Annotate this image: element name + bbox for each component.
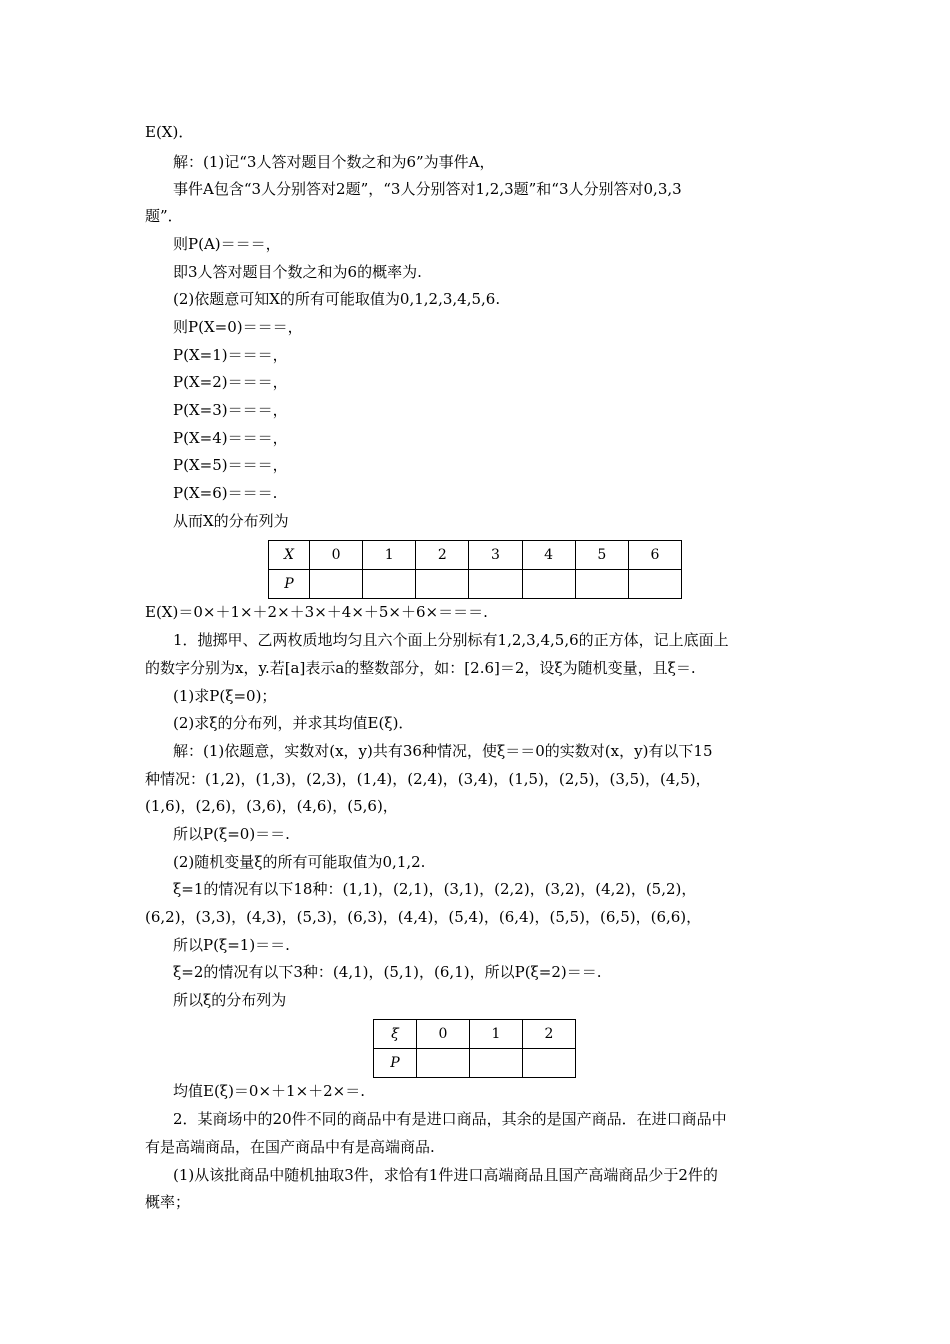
table-cell: 0 [310,541,363,570]
text-line: 种情况：(1,2)，(1,3)，(2,3)，(1,4)，(2,4)，(3,4)，(1,5)，(2,5)，(3,5)，(4,5)， [145,770,711,788]
table-cell [522,570,575,599]
table-row [269,570,682,599]
table-cell [310,570,363,599]
text-line: 解：(1)依题意，实数对(x，y)共有36种情况，使ξ＝＝0的实数对(x，y)有以下15 [173,742,713,760]
text-line: 概率； [145,1193,191,1211]
table-header-cell: P [269,570,310,599]
text-line: (1)求P(ξ=0)； [173,687,277,705]
table-header-cell: P [374,1049,417,1078]
text-line: P(X=1)＝＝＝， [173,346,288,364]
text-line: 所以P(ξ=1)＝＝. [173,936,290,954]
text-line: (1)从该批商品中随机抽取3件，求恰有1件进口高端商品且国产高端商品少于2件的 [173,1166,718,1184]
xi-distribution-table [373,1019,576,1078]
table-cell: 4 [522,541,575,570]
text-line: P(X=3)＝＝＝， [173,401,288,419]
text-line: 从而X的分布列为 [173,512,289,530]
table-cell [417,1049,470,1078]
text-line: P(X=4)＝＝＝， [173,429,288,447]
text-line: (6,2)，(3,3)，(4,3)，(5,3)，(6,3)，(4,4)，(5,4)，(6,4)，(5,5)，(6,5)，(6,6)， [145,908,702,926]
table-cell [416,570,469,599]
text-line: 则P(A)＝＝＝， [173,235,281,253]
text-line: E(X)． [145,123,194,141]
text-line: P(X=5)＝＝＝， [173,456,288,474]
text-line: P(X=6)＝＝＝. [173,484,278,502]
table-header-cell: ξ [374,1020,417,1049]
table-cell [523,1049,576,1078]
table-cell: 5 [575,541,628,570]
table-cell: 2 [523,1020,576,1049]
text-line: 的数字分别为x，y.若[a]表示a的整数部分，如：[2.6]＝2，设ξ为随机变量，且ξ＝. [145,659,696,677]
text-line: 则P(X=0)＝＝＝， [173,318,303,336]
text-line: 2．某商场中的20件不同的商品中有是进口商品，其余的是国产商品．在进口商品中 [173,1110,727,1128]
table-cell [575,570,628,599]
text-line: (2)依题意可知X的所有可能取值为0,1,2,3,4,5,6. [173,290,501,308]
table-cell [469,570,522,599]
table-cell: 2 [416,541,469,570]
text-line: 解：(1)记“3人答对题目个数之和为6”为事件A， [173,153,495,171]
text-line: (1,6)，(2,6)，(3,6)，(4,6)，(5,6)， [145,797,398,815]
text-line: E(X)＝0×＋1×＋2×＋3×＋4×＋5×＋6×＝＝＝. [145,603,488,621]
table-cell: 3 [469,541,522,570]
table-cell [363,570,416,599]
text-line: ξ=2的情况有以下3种：(4,1)，(5,1)，(6,1)，所以P(ξ=2)＝＝. [173,963,602,981]
text-line: ξ=1的情况有以下18种：(1,1)，(2,1)，(3,1)，(2,2)，(3,2)，(4,2)，(5,2)， [173,880,697,898]
table-cell: 1 [470,1020,523,1049]
x-distribution-table [268,540,682,599]
table-cell: 0 [417,1020,470,1049]
text-line: 有是高端商品，在国产商品中有是高端商品. [145,1138,435,1156]
text-line: (2)求ξ的分布列，并求其均值E(ξ)． [173,714,414,732]
text-line: 均值E(ξ)＝0×＋1×＋2×＝. [173,1082,366,1100]
text-line: 所以P(ξ=0)＝＝. [173,825,290,843]
text-line: 1．抛掷甲、乙两枚质地均匀且六个面上分别标有1,2,3,4,5,6的正方体，记上底面上 [173,631,729,649]
table-row [374,1049,576,1078]
text-line: 所以ξ的分布列为 [173,991,287,1009]
table-cell [628,570,681,599]
table-row [374,1020,576,1049]
table-header-cell: X [269,541,310,570]
table-cell: 6 [628,541,681,570]
text-line: 即3人答对题目个数之和为6的概率为. [173,263,422,281]
text-line: (2)随机变量ξ的所有可能取值为0,1,2. [173,853,426,871]
table-cell: 1 [363,541,416,570]
text-line: 事件A包含“3人分别答对2题”，“3人分别答对1,2,3题”和“3人分别答对0,3,3 [173,180,682,198]
table-cell [470,1049,523,1078]
text-line: P(X=2)＝＝＝， [173,373,288,391]
table-row [269,541,682,570]
text-line: 题”． [145,207,183,225]
